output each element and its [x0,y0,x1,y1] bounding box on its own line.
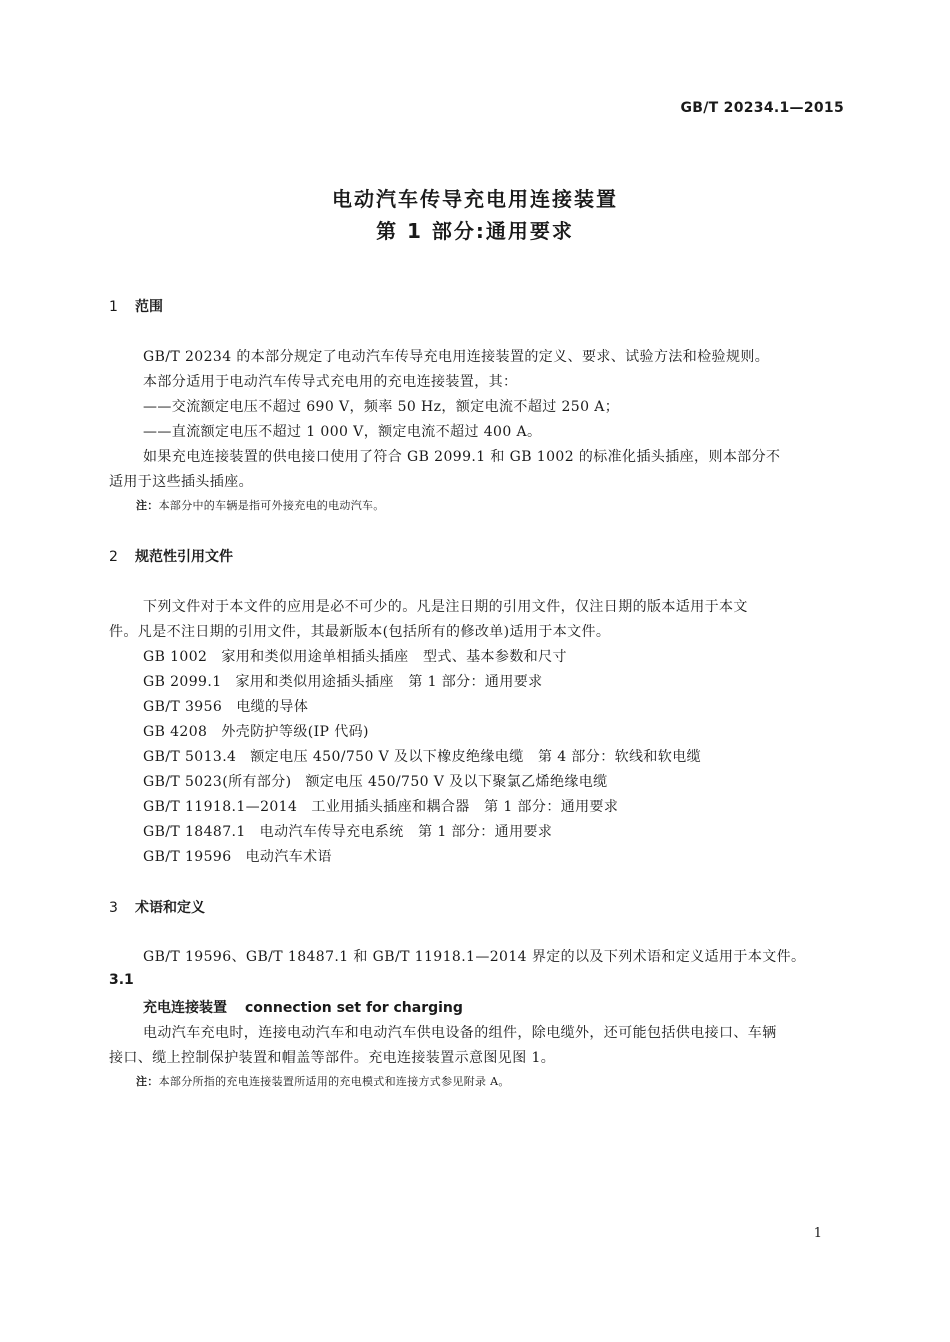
reference-title: 额定电压 450/750 V 及以下橡皮绝缘电缆 第 4 部分：软线和软电缆 [250,749,702,765]
reference-item [143,696,308,716]
section-1-paragraph-1: GB/T 20234 的本部分规定了电动汽车传导充电用连接装置的定义、要求、试验方法和检验规则。 [143,349,770,365]
term-definition-cont: 接口、缆上控制保护装置和帽盖等部件。充电连接装置示意图见图 1。 [109,1050,556,1066]
note-label: 注： [136,1075,159,1088]
section-1-note [136,497,385,513]
reference-item [143,821,552,841]
reference-item [143,671,543,691]
reference-title: 电缆的导体 [236,699,309,715]
section-1-paragraph-2: 本部分适用于电动汽车传导式充电用的充电连接装置，其： [143,374,518,390]
note-label: 注： [136,499,159,512]
reference-title: 工业用插头插座和耦合器 第 1 部分：通用要求 [311,799,619,815]
reference-title: 额定电压 450/750 V 及以下聚氯乙烯绝缘电缆 [305,774,608,790]
section-1-paragraph-3: 如果充电连接装置的供电接口使用了符合 GB 2099.1 和 GB 1002 的标准化插头插座，则本部分不 [143,449,781,465]
document-subtitle: 第 1 部分:通用要求 [376,219,574,243]
section-2-title: 规范性引用文件 [135,549,233,565]
section-2-heading [109,546,233,566]
reference-title: 电动汽车术语 [245,849,332,865]
reference-item [143,646,567,666]
reference-code: GB 1002 [143,649,208,665]
reference-code: GB/T 18487.1 [143,824,246,840]
reference-code: GB 4208 [143,724,208,740]
note-text: 本部分所指的充电连接装置所适用的充电模式和连接方式参见附录 A。 [158,1075,510,1088]
reference-item [143,771,608,791]
term-chinese: 充电连接装置 [143,1000,227,1016]
section-1-paragraph-3-cont: 适用于这些插头插座。 [109,474,253,490]
reference-code: GB/T 5023(所有部分) [143,774,292,790]
section-1-title: 范围 [135,299,163,315]
reference-code: GB/T 3956 [143,699,223,715]
term-heading [143,997,463,1017]
section-2-number: 2 [109,549,118,565]
reference-item [143,721,369,741]
term-english: connection set for charging [245,1000,463,1016]
reference-code: GB/T 5013.4 [143,749,237,765]
note-text: 本部分中的车辆是指可外接充电的电动汽车。 [158,499,385,512]
standard-number: GB/T 20234.1—2015 [680,100,844,116]
reference-code: GB 2099.1 [143,674,222,690]
section-3-heading [109,897,205,917]
term-definition: 电动汽车充电时，连接电动汽车和电动汽车供电设备的组件，除电缆外，还可能包括供电接口、车辆 [143,1025,777,1041]
term-number: 3.1 [109,972,134,988]
section-3-note [136,1073,510,1089]
reference-title: 家用和类似用途单相插头插座 型式、基本参数和尺寸 [221,649,567,665]
section-3-paragraph-1: GB/T 19596、GB/T 18487.1 和 GB/T 11918.1—2014 界定的以及下列术语和定义适用于本文件。 [143,949,806,965]
section-1-heading [109,296,163,316]
reference-title: 电动汽车传导充电系统 第 1 部分：通用要求 [259,824,553,840]
section-2-paragraph-1: 下列文件对于本文件的应用是必不可少的。凡是注日期的引用文件，仅注日期的版本适用于本文 [143,599,748,615]
reference-item [143,746,701,766]
document-title: 电动汽车传导充电用连接装置 [332,187,618,211]
reference-item [143,846,332,866]
page-number: 1 [813,1226,822,1241]
section-1-list-item-ac: ——交流额定电压不超过 690 V，频率 50 Hz，额定电流不超过 250 A； [143,399,620,415]
section-1-list-item-dc: ——直流额定电压不超过 1 000 V，额定电流不超过 400 A。 [143,424,542,440]
section-3-title: 术语和定义 [135,900,205,916]
reference-title: 外壳防护等级(IP 代码) [221,724,369,740]
reference-code: GB/T 11918.1—2014 [143,799,298,815]
section-3-number: 3 [109,900,118,916]
reference-item [143,796,618,816]
reference-title: 家用和类似用途插头插座 第 1 部分：通用要求 [235,674,543,690]
reference-code: GB/T 19596 [143,849,232,865]
section-1-number: 1 [109,299,118,315]
section-2-paragraph-1-cont: 件。凡是不注日期的引用文件，其最新版本(包括所有的修改单)适用于本文件。 [109,624,611,640]
